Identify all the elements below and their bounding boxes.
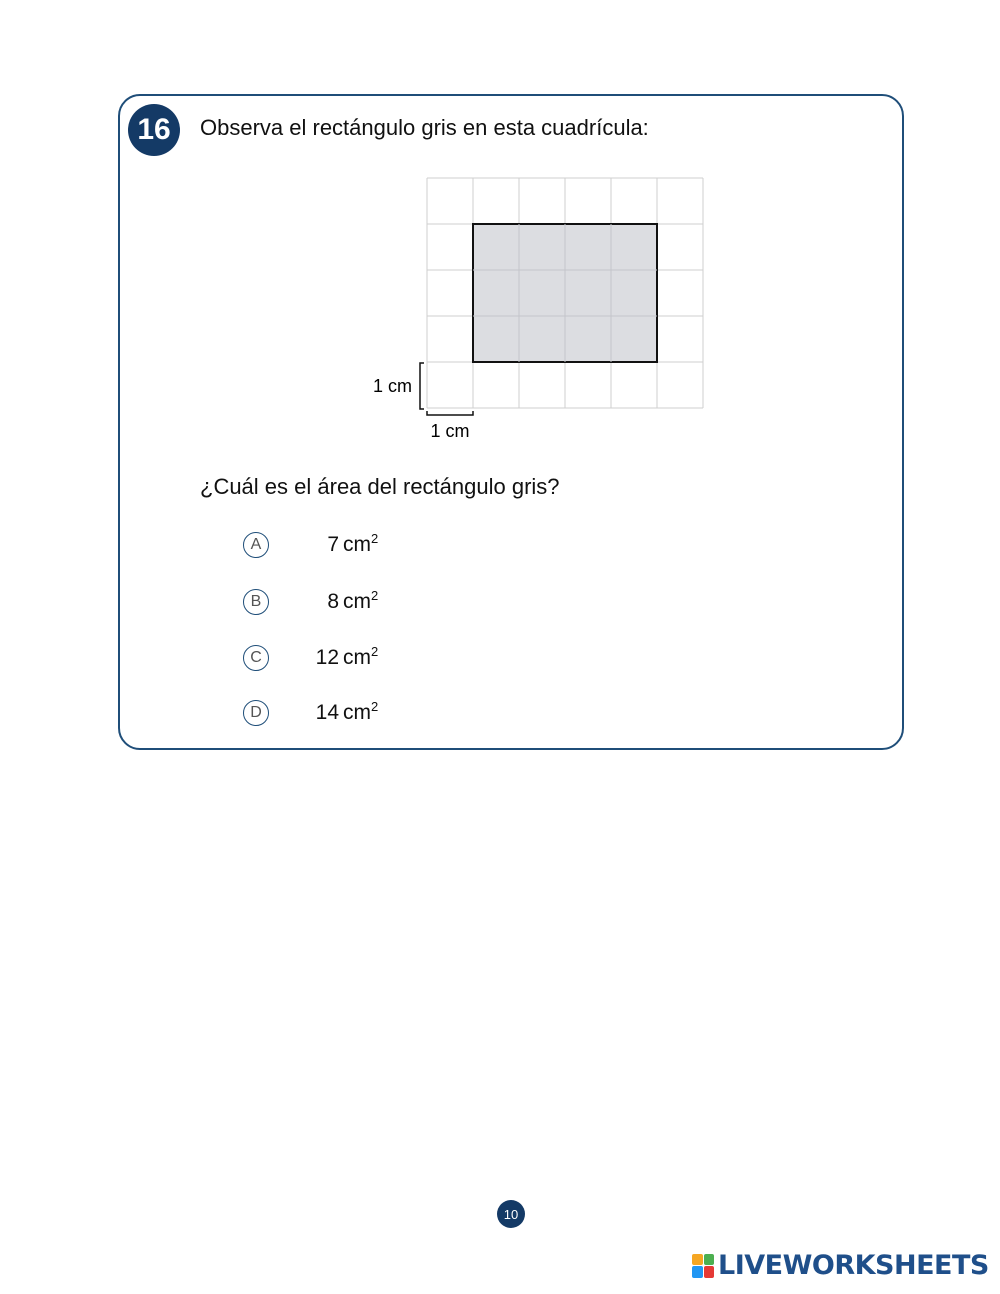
choice-unit-text: cm [343, 533, 371, 556]
choice-unit-exponent: 2 [371, 588, 379, 603]
choice-unit [343, 701, 378, 725]
brand-blocks-icon [692, 1254, 714, 1278]
page-number-badge [497, 1200, 525, 1228]
choice-unit [343, 590, 378, 614]
question-number: 16 [137, 113, 171, 146]
choice-unit-text: cm [343, 590, 371, 613]
choice-bubble[interactable]: C [243, 645, 269, 671]
choice-c[interactable] [243, 643, 378, 673]
choice-b[interactable] [243, 587, 378, 617]
choice-bubble[interactable]: D [243, 700, 269, 726]
horizontal-unit-bracket [427, 411, 473, 415]
vertical-unit-label: 1 cm [372, 376, 412, 396]
question-prompt: Observa el rectángulo gris en esta cuadrícula: [200, 115, 649, 140]
question-text: ¿Cuál es el área del rectángulo gris? [200, 474, 560, 499]
choice-unit-text: cm [343, 701, 371, 724]
choice-bubble[interactable]: B [243, 589, 269, 615]
choice-unit [343, 646, 378, 670]
choice-d[interactable] [243, 698, 378, 728]
choice-unit-exponent: 2 [371, 644, 379, 659]
choice-value: 8 [327, 590, 339, 613]
vertical-unit-bracket [420, 363, 424, 409]
page-number: 10 [503, 1206, 519, 1222]
choice-value: 14 [315, 701, 339, 724]
choice-unit [343, 533, 378, 557]
area-grid-figure [360, 170, 720, 450]
horizontal-unit-label: 1 cm [430, 421, 470, 441]
brand-logo [692, 1250, 989, 1281]
choice-unit-exponent: 2 [371, 699, 379, 714]
choice-value: 12 [315, 646, 339, 669]
choice-bubble[interactable]: A [243, 532, 269, 558]
brand-name: LIVEWORKSHEETS [718, 1250, 989, 1281]
choice-a[interactable] [243, 530, 378, 560]
choice-value: 7 [327, 533, 339, 556]
choice-unit-text: cm [343, 646, 371, 669]
question-number-badge [128, 104, 180, 156]
choice-unit-exponent: 2 [371, 531, 379, 546]
